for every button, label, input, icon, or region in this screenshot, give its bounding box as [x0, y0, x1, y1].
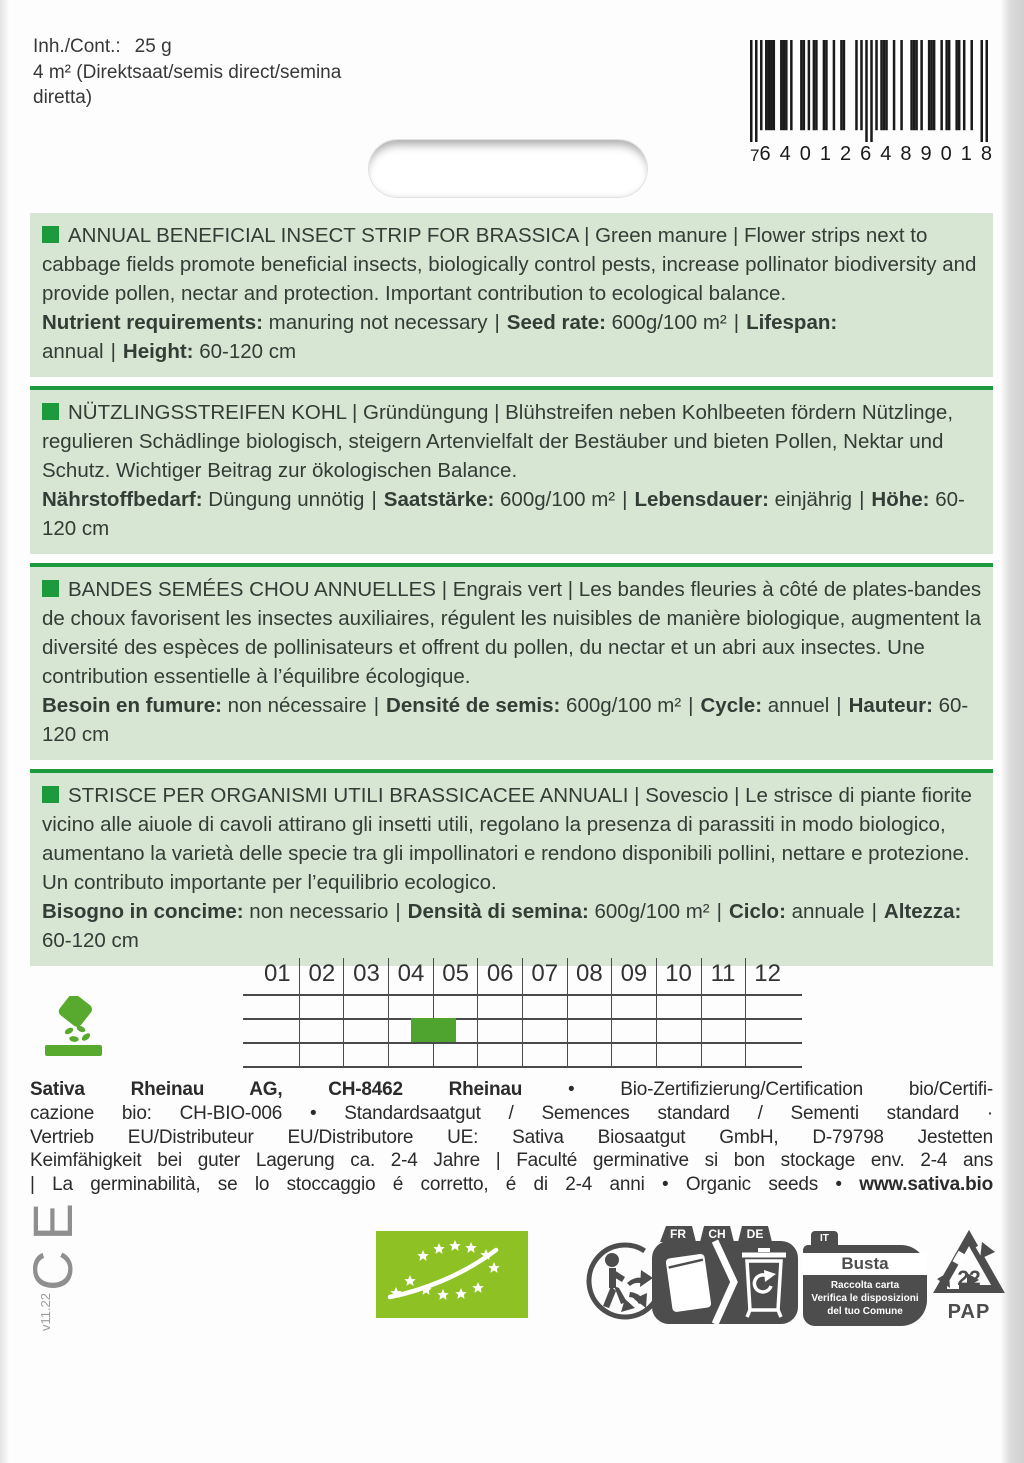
packaging-tab-de: DE — [746, 1227, 764, 1241]
calendar-month-label-12: 12 — [754, 960, 781, 987]
calendar-hline — [243, 994, 802, 996]
version-label: v11.22 — [38, 1292, 53, 1332]
content-line — [33, 34, 365, 60]
calendar-highlight — [411, 1018, 456, 1042]
company-line-5 — [30, 1173, 993, 1197]
company-line-2: cazione bio: CH-BIO-006 • Standardsaatgut / Semences standard / Sementi standard · — [30, 1102, 993, 1124]
spec-value: 600g/100 m² — [560, 694, 682, 717]
description-blocks — [30, 213, 993, 966]
pap-22-recycling-triangle — [933, 1228, 1005, 1328]
eu-organic-leaf-logo — [376, 1231, 528, 1318]
company-name: Sativa Rheinau AG, CH-8462 Rheinau — [30, 1079, 523, 1100]
calendar-month-label-03: 03 — [353, 960, 380, 987]
spec-value: non necessario — [243, 900, 389, 923]
calendar-months — [255, 958, 790, 994]
block-title-it: STRISCE PER ORGANISMI UTILI BRASSICACEE ANNUALI — [68, 784, 629, 807]
spec-label: Bisogno in concime: — [42, 900, 244, 923]
calendar-month-label-06: 06 — [486, 960, 514, 987]
description-block-fr — [30, 563, 993, 760]
green-square-bullet — [42, 580, 59, 597]
spec-value: 60-120 cm — [42, 488, 965, 540]
spec-line-en — [42, 308, 983, 366]
spec-value: 600g/100 m² — [494, 488, 616, 511]
busta-line-2: Verifica le disposizioni — [811, 1293, 919, 1304]
spec-separator: | — [622, 488, 628, 511]
barcode-right-group: 489018 — [880, 143, 1001, 165]
spec-separator: | — [110, 340, 116, 363]
block-body-fr: | Engrais vert | Les bandes fleuries à côté de plates-bandes de choux favorisent les insectes auxiliaires, régulent les nuisibles de manière biologique, augmentent la diversité des espèces de pollinisateurs et offrent du pollen, du nectar et un abri aux insectes. Une contribution essentielle à l’équilibre écologique. — [42, 578, 982, 688]
spec-line-it — [42, 897, 983, 955]
busta-line-1: Raccolta carta — [830, 1280, 900, 1291]
company-line-3: Vertrieb EU/Distributeur EU/Distributore UE: Sativa Biosaatgut GmbH, D-79798 Jestetten — [30, 1126, 993, 1148]
calendar-month-label-05: 05 — [442, 960, 469, 987]
calendar-month-label-07: 07 — [531, 960, 559, 987]
block-body-it: | Sovescio | Le strisce di piante fiorite vicino alle aiuole di cavoli attirano gli insetti utili, regolano la presenza di parassiti in modo biologico, aumentano la varietà delle specie tra gli impollinatori e rendono disponibili pollini, nettare e protezione. Un contributo importante per l’equilibrio ecologico. — [42, 784, 972, 894]
packaging-tab-fr: FR — [670, 1227, 686, 1241]
spec-value: 600g/100 m² — [605, 311, 727, 334]
packaging-tab-ch: CH — [708, 1227, 726, 1241]
calendar-month-label-01: 01 — [263, 960, 291, 987]
pap-material: PAP — [947, 1301, 991, 1323]
ce-mark: CE — [20, 1193, 84, 1291]
block-title-fr: BANDES SEMÉES CHOU ANNUELLES — [68, 578, 436, 601]
busta-line-3: del tuo Comune — [827, 1306, 903, 1317]
euro-slot-hole — [368, 139, 648, 198]
green-square-bullet — [42, 226, 59, 243]
packet-left-edge — [0, 0, 10, 1463]
barcode-digits — [750, 143, 1001, 166]
company-info — [30, 1078, 993, 1197]
description-block-it — [30, 769, 993, 966]
spec-value: einjährig — [768, 488, 853, 511]
spec-value: non nécessaire — [221, 694, 367, 717]
spec-value: 600g/100 m² — [588, 900, 710, 923]
block-title-en: ANNUAL BENEFICIAL INSECT STRIP FOR BRASSICA — [68, 224, 579, 247]
spec-value: annuel — [762, 694, 830, 717]
green-square-bullet — [42, 786, 59, 803]
barcode-svg — [750, 40, 988, 142]
description-block-de — [30, 386, 993, 554]
busta-country-tab: IT — [811, 1231, 838, 1245]
description-text-en — [42, 221, 983, 308]
spec-line-fr — [42, 691, 983, 749]
description-text-it — [42, 781, 983, 897]
barcode-lead-digit: 7 — [750, 146, 760, 165]
description-text-fr — [42, 575, 983, 691]
seed-sowing-icon — [44, 996, 108, 1058]
green-square-bullet — [42, 403, 59, 420]
spec-label: Densità di semina: — [407, 900, 589, 923]
company-line-5-text: | La germinabilità, se lo stoccaggio é corretto, é di 2-4 anni • Organic seeds • — [30, 1174, 860, 1196]
spec-separator: | — [836, 694, 842, 717]
seed-packet-glyph — [665, 1253, 711, 1312]
spec-value: annuale — [785, 900, 865, 923]
spec-separator: | — [395, 900, 401, 923]
company-line-1-rest: • Bio-Zertifizierung/Certification bio/Certifi- — [522, 1079, 993, 1100]
spec-separator: | — [688, 694, 694, 717]
spec-label: Cycle: — [700, 694, 763, 717]
spec-value: Düngung unnötig — [202, 488, 365, 511]
busta-paper-collection-label — [803, 1228, 927, 1326]
calendar-month-label-04: 04 — [397, 960, 425, 987]
spec-label: Lebensdauer: — [634, 488, 769, 511]
spec-label: Hauteur: — [848, 694, 933, 717]
sowing-calendar — [255, 958, 790, 1068]
spec-label: Nutrient requirements: — [42, 311, 263, 334]
busta-title: Busta — [803, 1253, 927, 1275]
spec-label: Besoin en fumure: — [42, 694, 222, 717]
spec-label: Densité de semis: — [386, 694, 561, 717]
area-note: 4 m² (Direktsaat/semis direct/semina diretta) — [33, 61, 342, 108]
block-body-de: | Gründüngung | Blühstreifen neben Kohlbeeten fördern Nützlinge, regulieren Schädlinge biologisch, steigern Artenvielfalt der Bestäuber und bieten Pollen, Nektar und Schutz. Wichtiger Beitrag zur ökologischen Balance. — [42, 401, 954, 482]
calendar-month-label-08: 08 — [575, 960, 603, 987]
calendar-month-label-02: 02 — [308, 960, 336, 987]
content-value: 25 g — [134, 36, 172, 57]
spec-label: Nährstoffbedarf: — [42, 488, 203, 511]
description-block-en — [30, 213, 993, 377]
spec-label: Seed rate: — [506, 311, 606, 334]
calendar-hline — [243, 1018, 802, 1020]
spec-label: Lifespan: — [746, 311, 838, 334]
spec-separator: | — [716, 900, 722, 923]
spec-value: 60-120 cm — [42, 694, 969, 746]
spec-label: Saatstärke: — [383, 488, 495, 511]
spec-separator: | — [371, 488, 377, 511]
calendar-hline — [243, 1042, 802, 1044]
company-line-1 — [30, 1078, 993, 1102]
company-website: www.sativa.bio — [859, 1174, 993, 1196]
spec-separator: | — [733, 311, 740, 334]
spec-label: Height: — [122, 340, 194, 363]
spec-label: Ciclo: — [728, 900, 786, 923]
calendar-hline — [243, 1066, 802, 1068]
busta-instructions — [803, 1279, 927, 1318]
spec-separator: | — [871, 900, 877, 923]
description-text-de — [42, 398, 983, 485]
spec-separator: | — [859, 488, 865, 511]
spec-separator: | — [373, 694, 380, 717]
content-info — [33, 34, 365, 111]
block-body-en: | Green manure | Flower strips next to cabbage fields promote beneficial insects, biologically control pests, increase pollinator biodiversity and provide pollen, nectar and protection. Important contribution to ecological balance. — [42, 224, 977, 305]
spec-value: 60-120 cm — [193, 340, 297, 363]
spec-line-de — [42, 485, 983, 543]
spec-value: manuring not necessary — [262, 311, 488, 334]
barcode-left-group: 640126 — [759, 143, 881, 165]
calendar-month-label-11: 11 — [710, 960, 736, 987]
spec-value: 60-120 cm — [42, 929, 139, 952]
busta-body — [803, 1245, 927, 1326]
calendar-month-label-10: 10 — [665, 960, 692, 987]
spec-value: annual — [42, 340, 104, 363]
pap-code: 22 — [957, 1267, 981, 1290]
barcode — [750, 40, 1001, 166]
spec-label: Höhe: — [871, 488, 930, 511]
company-line-4: Keimfähigkeit bei guter Lagerung ca. 2-4 Jahre | Faculté germinative si bon stockage env. 2-4 ans — [30, 1150, 993, 1172]
block-title-de: NÜTZLINGSSTREIFEN KOHL — [68, 401, 347, 424]
content-label: Inh./Cont.: — [33, 36, 121, 57]
spec-separator: | — [494, 311, 500, 334]
packaging-disposal-label — [652, 1224, 798, 1325]
calendar-month-label-09: 09 — [620, 960, 648, 987]
spec-label: Altezza: — [883, 900, 962, 923]
